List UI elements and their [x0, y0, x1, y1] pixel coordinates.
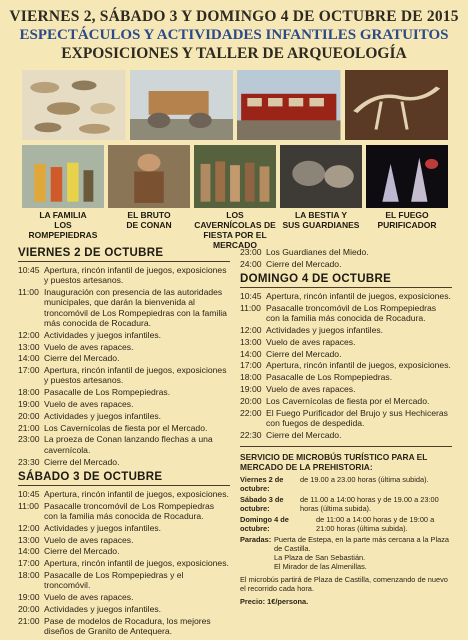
schedule-activity: Los Cavernícolas de fiesta por el Mercado. [44, 422, 208, 433]
schedule-time: 23:00 [18, 434, 40, 445]
schedule-time: 22:30 [240, 429, 262, 440]
schedule-item [18, 523, 230, 533]
schedule-item [18, 265, 230, 286]
schedule-item [18, 489, 230, 499]
schedule-activity: Vuelo de aves rapaces. [266, 336, 356, 347]
schedule-time: 20:00 [18, 410, 40, 421]
schedule-item [240, 291, 452, 301]
photo-captions [22, 210, 448, 250]
schedule-item [18, 434, 230, 455]
bus-friday-hours: de 19.00 a 23.00 horas (última subida). [300, 474, 429, 484]
photo-family-rompepiedras [22, 145, 104, 208]
bus-saturday [240, 495, 452, 513]
schedule-activity: Apertura, rincón infantil de juegos, exposiciones. [266, 360, 451, 371]
schedule-activity: Los Guardianes del Miedo. [266, 247, 369, 257]
shows-heading: ESPECTÁCULOS Y ACTIVIDADES INFANTILES GRATUITOS [19, 27, 449, 43]
schedule-item [18, 399, 230, 409]
schedule-activity: Vuelo de aves rapaces. [44, 534, 134, 545]
photo-beast-guardians [280, 145, 362, 208]
schedule-time: 14:00 [18, 353, 40, 364]
schedule-activity: Vuelo de aves rapaces. [44, 399, 134, 410]
photo-conan [108, 145, 190, 208]
sunday-schedule [240, 291, 452, 440]
schedule-right-column [240, 247, 452, 606]
schedule-time: 21:00 [18, 615, 40, 626]
saturday-schedule [18, 489, 230, 636]
schedule-time: 11:00 [240, 302, 261, 313]
photo-cavemen-party [194, 145, 276, 208]
schedule-item [240, 349, 452, 359]
friday-schedule [18, 265, 230, 467]
photo-row-top [22, 70, 448, 140]
schedule-item [240, 303, 452, 324]
schedule-activity: Cierre del Mercado. [44, 546, 120, 557]
photo-red-train [237, 70, 341, 140]
schedule-time: 18:00 [18, 569, 40, 580]
schedule-activity: Actividades y juegos infantiles. [266, 324, 384, 335]
bus-service-title: SERVICIO DE MICROBÚS TURÍSTICO PARA EL MERCADO DE LA PREHISTORIA: [240, 451, 428, 472]
schedule-activity: La proeza de Conan lanzando flechas a una cavernícola. [44, 434, 213, 455]
schedule-time: 12:00 [18, 329, 40, 340]
photo-purifying-fire [366, 145, 448, 208]
saturday-title: SÁBADO 3 DE OCTUBRE [18, 471, 230, 486]
bus-friday-label: Viernes 2 de octubre: [240, 474, 284, 493]
schedule-item [18, 342, 230, 352]
bus-sunday [240, 515, 452, 533]
schedule-item [240, 337, 452, 347]
schedule-time: 14:00 [240, 348, 262, 359]
schedule-time: 10:45 [18, 265, 40, 275]
caption-beast: LA BESTIA Y SUS GUARDIANES [282, 210, 360, 230]
schedule-activity: Actividades y juegos infantiles. [44, 410, 162, 421]
schedule-item [18, 592, 230, 602]
schedule-time: 19:00 [18, 399, 40, 410]
schedule-activity: Actividades y juegos infantiles. [44, 603, 162, 614]
schedule-activity: Pasacalle de Los Rompepiedras y el troncomóvil. [44, 569, 184, 591]
friday-title: VIERNES 2 DE OCTUBRE [18, 247, 230, 262]
schedule-item [18, 330, 230, 340]
photo-row-bottom [22, 145, 448, 208]
bus-sunday-hours: de 11:00 a 14:00 horas y de 19:00 a 21:00 horas (última subida). [316, 514, 435, 533]
schedule-time: 10:45 [18, 488, 40, 499]
schedule-time: 23:30 [18, 456, 40, 467]
schedule-activity: Apertura, rincón infantil de juegos, exposiciones. [44, 558, 229, 569]
schedule-activity: Pasacalle de Los Rompepiedras. [44, 387, 171, 398]
schedule-time: 17:00 [240, 360, 262, 371]
schedule-time: 19:00 [240, 383, 262, 394]
schedule-time: 20:00 [18, 603, 40, 614]
schedule-item [240, 372, 452, 382]
schedule-activity: Cierre del Mercado. [44, 456, 120, 467]
schedule-activity: Cierre del Mercado. [266, 429, 342, 440]
schedule-time: 11:00 [18, 500, 39, 511]
caption-conan: EL BRUTO DE CONAN [126, 210, 172, 230]
schedule-time: 19:00 [18, 592, 40, 603]
schedule-left-column [18, 247, 230, 638]
schedule-time: 13:00 [18, 534, 40, 545]
schedule-activity: Pasacalle troncomóvil de Los Rompepiedras con la familia más conocida de Rocadura. [266, 302, 437, 324]
schedule-activity: Cierre del Mercado. [44, 353, 120, 364]
schedule-item [18, 616, 230, 637]
schedule-activity: Apertura, rincón infantil de juegos, exposiciones. [266, 291, 451, 302]
schedule-item [240, 408, 452, 429]
schedule-activity: Cierre del Mercado. [266, 348, 342, 359]
schedule-time: 18:00 [240, 372, 262, 383]
schedule-activity: Apertura, rincón infantil de juegos, exposiciones y puestos artesanos. [44, 365, 227, 386]
dates-heading: VIERNES 2, SÁBADO 3 Y DOMINGO 4 DE OCTUBRE DE 2015 [9, 8, 459, 25]
saturday-schedule-continued [240, 247, 452, 269]
schedule-item [18, 558, 230, 568]
schedule-time: 24:00 [240, 258, 262, 269]
schedule-time: 13:00 [18, 341, 40, 352]
schedule-item [240, 396, 452, 406]
photo-dinosaur-skeleton [345, 70, 449, 140]
schedule-item [18, 457, 230, 467]
schedule-time: 10:45 [240, 291, 262, 302]
caption-fire: EL FUEGO PURIFICADOR [377, 210, 437, 230]
schedule-item [18, 423, 230, 433]
photo-archaeology-tools [22, 70, 126, 140]
schedule-item [240, 259, 452, 269]
schedule-item [18, 535, 230, 545]
exhibitions-heading: EXPOSICIONES Y TALLER DE ARQUEOLOGÍA [61, 45, 407, 62]
bus-friday [240, 475, 452, 493]
schedule-activity: El Fuego Purificador del Brujo y sus Hechiceras con fuegos de despedida. [266, 407, 448, 428]
schedule-activity: Cierre del Mercado. [266, 258, 342, 269]
schedule-item [18, 365, 230, 386]
schedule-activity: Apertura, rincón infantil de juegos, exposiciones. [44, 488, 229, 499]
schedule-item [240, 430, 452, 440]
schedule-time: 22:00 [240, 407, 262, 418]
caption-family: LA FAMILIA LOS ROMPEPIEDRAS [28, 210, 98, 240]
schedule-item [18, 501, 230, 522]
schedule-item [240, 384, 452, 394]
schedule-activity: Pasacalle de Los Rompepiedras. [266, 372, 393, 383]
sunday-title: DOMINGO 4 DE OCTUBRE [240, 273, 452, 288]
schedule-activity: Actividades y juegos infantiles. [44, 329, 162, 340]
schedule-time: 12:00 [18, 522, 40, 533]
schedule-activity: Apertura, rincón infantil de juegos, exposiciones y puestos artesanos. [44, 265, 227, 286]
schedule-time: 18:00 [18, 387, 40, 398]
bus-stops [240, 535, 452, 571]
photo-stone-car [130, 70, 234, 140]
schedule-activity: Pasacalle troncomóvil de Los Rompepiedras con la familia más conocida de Rocadura. [44, 500, 215, 521]
schedule-time: 23:00 [240, 247, 262, 257]
schedule-time: 17:00 [18, 365, 40, 376]
poster-header [0, 0, 468, 63]
schedule-time: 11:00 [18, 287, 39, 298]
bus-price: Precio: 1€/persona. [240, 596, 309, 606]
schedule-item [18, 353, 230, 363]
bus-saturday-hours: de 11.00 a 14:00 horas y de 19.00 a 23:00 horas (última subida). [300, 494, 439, 513]
schedule-time: 17:00 [18, 558, 40, 569]
bus-sunday-label: Domingo 4 de octubre: [240, 514, 289, 533]
schedule-item [240, 247, 452, 257]
bus-stops-label: Paradas: [240, 534, 272, 544]
schedule-activity: Vuelo de aves rapaces. [44, 592, 134, 603]
schedule-time: 13:00 [240, 336, 262, 347]
schedule-time: 12:00 [240, 324, 262, 335]
schedule-item [240, 360, 452, 370]
schedule-activity: Vuelo de aves rapaces. [44, 341, 134, 352]
schedule-activity: Vuelo de aves rapaces. [266, 383, 356, 394]
schedule-activity: Los Cavernícolas de fiesta por el Mercado. [266, 395, 430, 406]
schedule-time: 21:00 [18, 422, 40, 433]
schedule-item [18, 287, 230, 328]
schedule-time: 14:00 [18, 546, 40, 557]
schedule-activity: Actividades y juegos infantiles. [44, 522, 162, 533]
schedule-item [240, 325, 452, 335]
schedule-activity: Inauguración con presencia de las autoridades municipales, que darán la bienvenida al troncomóvil de Los Rompepiedras con la familia más conocida de Rocadura. [44, 287, 227, 328]
bus-stop: El Mirador de las Almenillas. [274, 561, 367, 571]
caption-cavemen: LOS CAVERNÍCOLAS DE FIESTA POR EL MERCADO [194, 210, 276, 250]
schedule-item [18, 570, 230, 591]
schedule-activity: Pase de modelos de Rocadura, los mejores diseños de Granito de Antequera. [44, 615, 211, 636]
bus-stops-list [274, 535, 452, 571]
schedule-item [18, 604, 230, 614]
bus-service-section [240, 446, 452, 606]
bus-note: El microbús partirá de Plaza de Castilla, comenzando de nuevo el recorrido cada hora. [240, 574, 448, 593]
bus-stop: Puerta de Estepa, en la parte más cercana a la Plaza de Castilla. [274, 534, 450, 553]
schedule-item [18, 387, 230, 397]
bus-saturday-label: Sábado 3 de octubre: [240, 494, 284, 513]
schedule-item [18, 546, 230, 556]
schedule-time: 20:00 [240, 395, 262, 406]
bus-stop: La Plaza de San Sebastián. [274, 552, 366, 562]
schedule-item [18, 411, 230, 421]
